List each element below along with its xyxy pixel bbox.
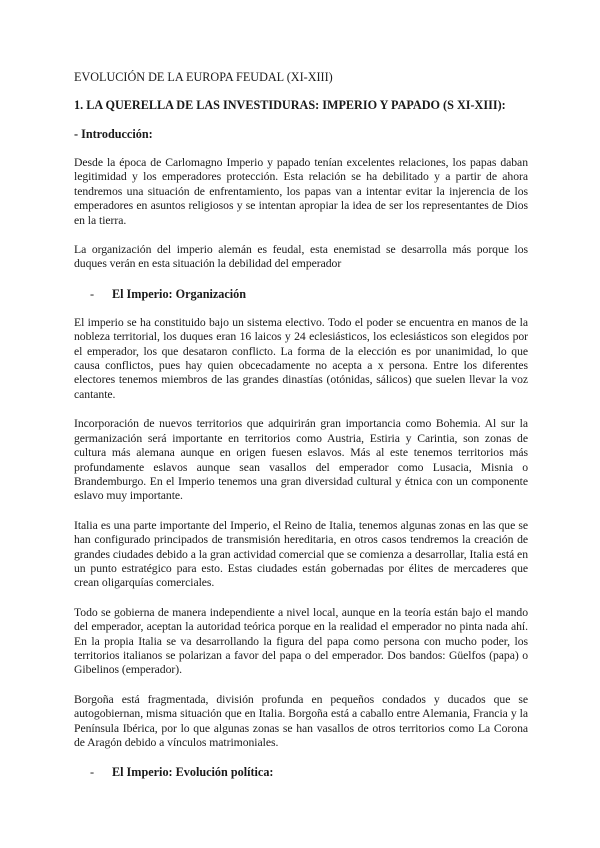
- paragraph: Italia es una parte importante del Imperio, el Reino de Italia, tenemos algunas zonas en las que se han configurado principados de transmisión hereditaria, en otros casos tendremos la creación de grandes ciudades debido a la gran actividad comercial que se comienza a desarrollar, Italia está en un punto estratégico para esto. Estas ciudades están gobernadas por élites de mercaderes que crean oligarquías comerciales.: [74, 518, 528, 590]
- subheading-text: El Imperio: Organización: [112, 286, 247, 301]
- section-heading: 1. LA QUERELLA DE LAS INVESTIDURAS: IMPERIO Y PAPADO (S XI-XIII):: [74, 98, 506, 112]
- bullet-dash: -: [90, 765, 95, 780]
- subheading-evolucion: [74, 765, 528, 780]
- paragraph: Borgoña está fragmentada, división profunda en pequeños condados y ducados que se autogobiernan, misma situación que en Italia. Borgoña está a caballo entre Alemania, Francia y la Península Ibérica, por lo que algunas zonas se han vasallos de otros territorios como La Corona de Aragón debido a vínculos matrimoniales.: [74, 692, 528, 749]
- document-title: EVOLUCIÓN DE LA EUROPA FEUDAL (XI-XIII): [74, 70, 333, 84]
- paragraph: El imperio se ha constituido bajo un sistema electivo. Todo el poder se encuentra en manos de la nobleza territorial, los duques eran 16 laicos y 24 eclesiásticos, los eclesiásticos son elegidos por el emperador, los que desataron conflicto. La forma de la elección es por unanimidad, lo que causa conflictos, pues hay quien obcecadamente no acepta a x persona. Entre los diferentes electores tenemos miembros de las grandes dinastías (otónidas, sálicos) que suelen llevar la voz cantante.: [74, 315, 528, 401]
- subheading-text: El Imperio: Evolución política:: [112, 765, 274, 780]
- paragraph: La organización del imperio alemán es feudal, esta enemistad se desarrolla más porque los duques verán en esta situación la debilidad del emperador: [74, 243, 528, 271]
- paragraph: Desde la época de Carlomagno Imperio y papado tenían excelentes relaciones, los papas daban legitimidad y los emperadores protección. Esta relación se ha debilitado y a partir de ahora tendremos una situación de enfrentamiento, los papas van a intentar evitar la injerencia de los emperadores en asuntos religiosos y se intentan apropiar la idea de ser los representantes de Dios en la tierra.: [74, 156, 528, 227]
- paragraph: Incorporación de nuevos territorios que adquirirán gran importancia como Bohemia. Al sur la germanización será importante en territorios como Austria, Estiria y Carintia, son zonas de cultura más alemana aunque en origen fuesen eslavos. Más al este tenemos territorios más profundamente eslavos aunque sean vasallos del emperador como Lusacia, Misnia o Brandemburgo. En el Imperio tenemos una gran diversidad cultural y étnica con un componente eslavo muy importante.: [74, 417, 528, 503]
- paragraph: Todo se gobierna de manera independiente a nivel local, aunque en la teoría están bajo el mando del emperador, aceptan la autoridad teórica porque en la realidad el emperador no pinta nada ahí. En la propia Italia se va desarrollando la figura del papa como persona con mucho poder, los territorios italianos se polarizan a favor del papa o del emperador. Dos bandos: Güelfos (papa) o Gibelinos (emperador).: [74, 605, 528, 677]
- bullet-dash: -: [90, 286, 95, 301]
- subheading-organizacion: [74, 287, 528, 302]
- intro-heading: - Introducción:: [74, 127, 153, 141]
